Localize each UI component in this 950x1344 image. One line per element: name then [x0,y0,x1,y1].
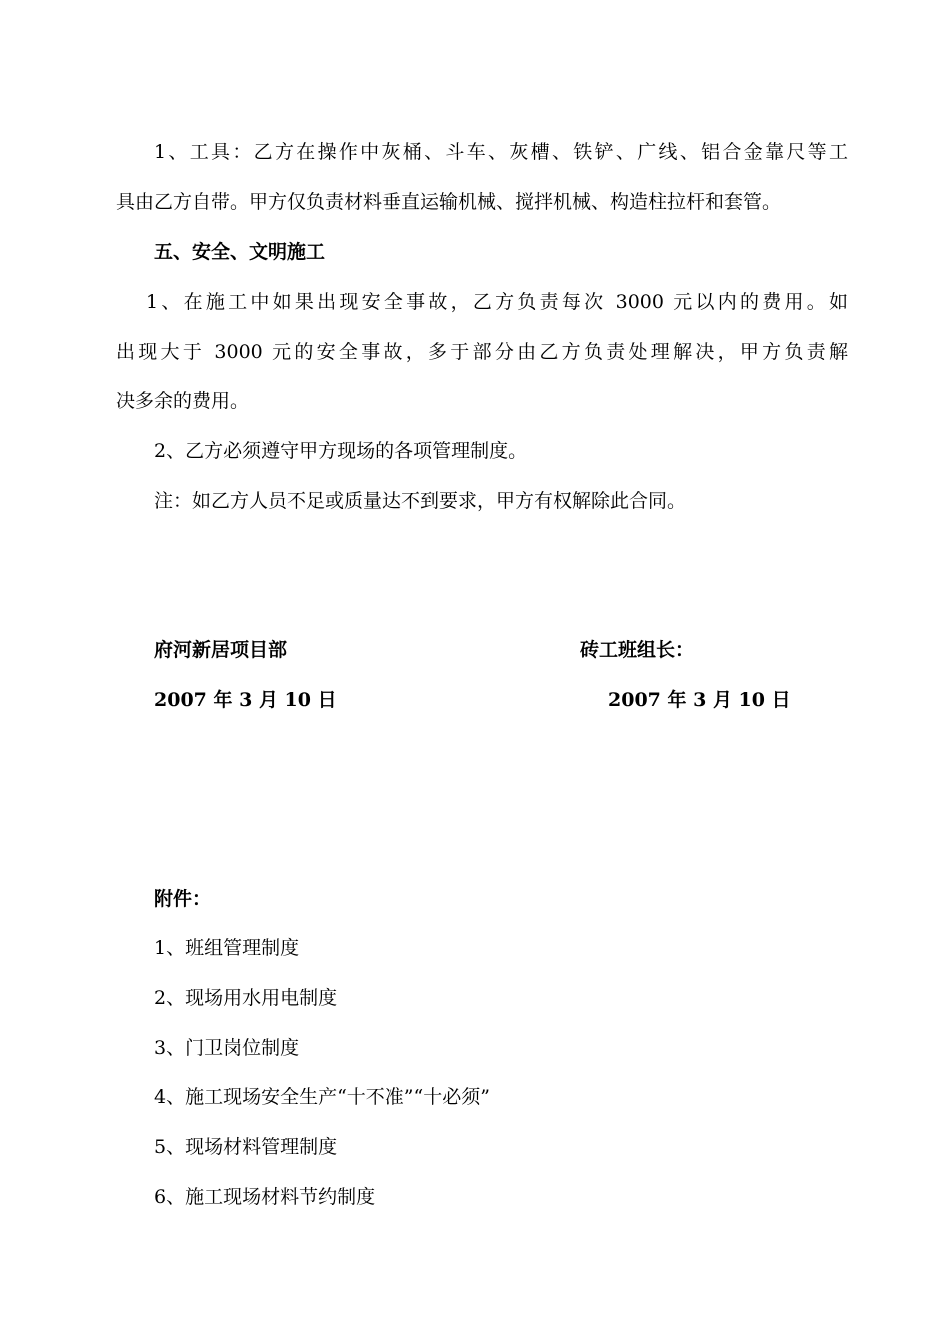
tools-line-2: 具由乙方自带。甲方仅负责材料垂直运输机械、搅拌机械、构造柱拉杆和套管。 [116,191,782,213]
safety-heading: 五、安全、文明施工 [154,241,326,263]
party-b-signature-date: 2007 年 3 月 10 日 [608,689,791,711]
safety-paragraph-1-line-1: 1、在施工中如果出现安全事故，乙方负责每次 3000 元以内的费用。如 [146,291,848,313]
party-a-signature-date: 2007 年 3 月 10 日 [154,689,337,711]
attachment-item: 1、班组管理制度 [154,937,300,959]
party-a-signature-name: 府河新居项目部 [154,639,288,661]
attachment-item: 5、现场材料管理制度 [154,1136,338,1158]
attachment-item: 4、施工现场安全生产“十不准”“十必须” [154,1086,490,1108]
attachment-item: 2、现场用水用电制度 [154,987,338,1009]
contract-note: 注：如乙方人员不足或质量达不到要求，甲方有权解除此合同。 [154,490,687,512]
attachments-heading: 附件： [154,888,212,910]
attachment-item: 6、施工现场材料节约制度 [154,1186,376,1208]
safety-paragraph-1-line-2: 出现大于 3000 元的安全事故，多于部分由乙方负责处理解决，甲方负责解 [116,341,848,363]
party-b-signature-name: 砖工班组长： [580,639,695,661]
tools-line-1: 1、工具：乙方在操作中灰桶、斗车、灰槽、铁铲、广线、铝合金靠尺等工 [154,141,848,163]
attachment-item: 3、门卫岗位制度 [154,1037,300,1059]
safety-paragraph-1-line-3: 决多余的费用。 [116,390,250,412]
safety-paragraph-2: 2、乙方必须遵守甲方现场的各项管理制度。 [154,440,528,462]
